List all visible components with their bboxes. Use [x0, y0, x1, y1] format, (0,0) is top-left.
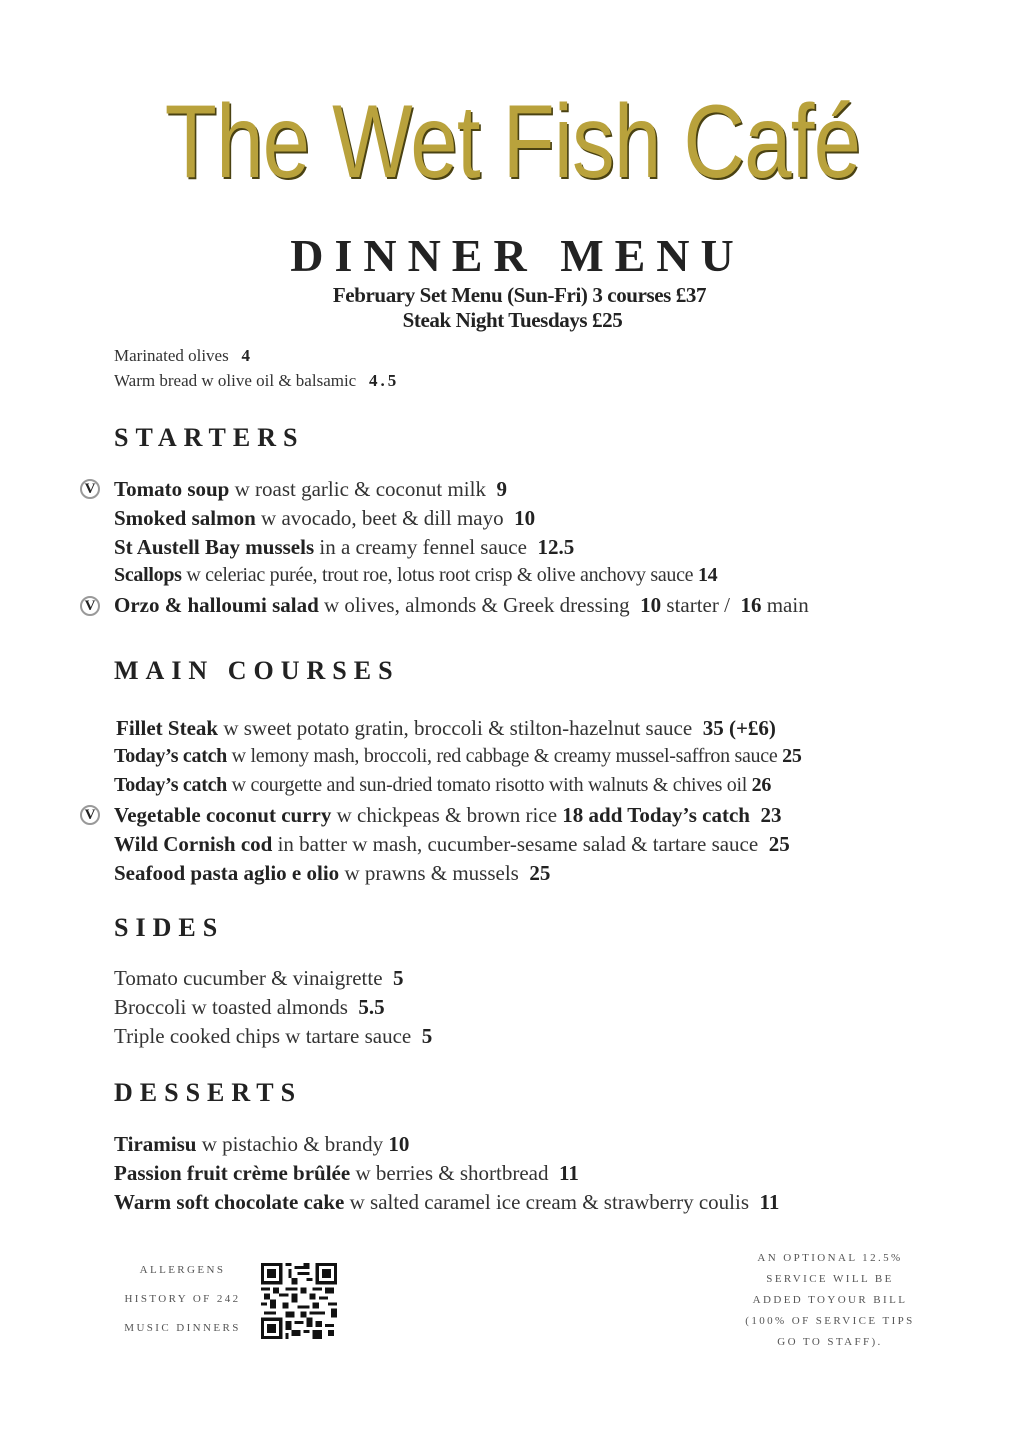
- item-name: Passion fruit crème brûlée: [114, 1161, 351, 1185]
- item-price: 26: [751, 774, 772, 796]
- item-name: Today’s catch: [114, 774, 227, 796]
- menu-item: [114, 1024, 432, 1049]
- music-dinners-link[interactable]: MUSIC DINNERS: [124, 1322, 241, 1334]
- item-name: Scallops: [114, 564, 182, 586]
- item-desc: w avocado, beet & dill mayo: [255, 506, 504, 530]
- item-desc: in batter w mash, cucumber-sesame salad & tartare sauce: [272, 832, 759, 856]
- item-name: Marinated olives: [114, 346, 229, 365]
- item-price: 14: [697, 564, 718, 586]
- section-heading-starters: STARTERS: [114, 423, 305, 452]
- menu-item: [114, 1161, 579, 1186]
- item-desc: w olives, almonds & Greek dressing: [318, 593, 630, 617]
- item-desc: w lemony mash, broccoli, red cabbage & creamy mussel-saffron sauce: [226, 745, 778, 767]
- item-desc: in a creamy fennel sauce: [314, 535, 527, 559]
- section-heading-sides: SIDES: [114, 913, 225, 942]
- menu-item: [114, 535, 574, 560]
- item-name: Fillet Steak: [116, 716, 219, 740]
- item-desc: w pistachio & brandy: [196, 1132, 384, 1156]
- item-name: St Austell Bay mussels: [114, 535, 315, 559]
- service-note-line: SERVICE WILL BE: [766, 1273, 894, 1285]
- menu-item: [114, 966, 404, 991]
- page-title: DINNER MENU: [290, 230, 745, 281]
- item-name: Today’s catch: [114, 745, 227, 767]
- item-name: Tomato cucumber & vinaigrette: [114, 966, 383, 990]
- item-price: 25: [782, 745, 802, 767]
- menu-item: [114, 803, 781, 828]
- allergens-link[interactable]: ALLERGENS: [139, 1264, 226, 1276]
- menu-item: [114, 564, 717, 587]
- item-price-with-catch: 23: [760, 803, 782, 827]
- menu-item: [114, 832, 790, 857]
- item-name: Warm bread w olive oil & balsamic: [114, 371, 357, 390]
- item-price-suffix: starter /: [661, 593, 736, 617]
- qr-code[interactable]: [261, 1263, 337, 1339]
- item-price: 11: [558, 1161, 579, 1185]
- item-name: Smoked salmon: [114, 506, 256, 530]
- item-price: 25: [768, 832, 790, 856]
- item-price: 10: [640, 593, 662, 617]
- item-name: Wild Cornish cod: [114, 832, 273, 856]
- item-name: Tomato soup: [114, 477, 230, 501]
- menu-item: [114, 1132, 409, 1157]
- item-desc: w salted caramel ice cream & strawberry coulis: [344, 1190, 750, 1214]
- item-price: 25: [529, 861, 551, 885]
- menu-item: [114, 593, 809, 618]
- steak-night-info: Steak Night Tuesdays £25: [402, 308, 623, 332]
- item-price: 11: [759, 1190, 780, 1214]
- menu-item: [114, 506, 535, 531]
- item-desc: w berries & shortbread: [350, 1161, 549, 1185]
- menu-item: [114, 745, 802, 768]
- history-link[interactable]: HISTORY OF 242: [124, 1293, 241, 1305]
- menu-item: [116, 716, 776, 741]
- menu-item: [114, 861, 550, 886]
- menu-item: [114, 774, 771, 797]
- set-menu-info: February Set Menu (Sun-Fri) 3 courses £37: [332, 283, 707, 307]
- item-price: 5: [393, 966, 404, 990]
- menu-item: [114, 1190, 779, 1215]
- item-desc: w prawns & mussels: [339, 861, 519, 885]
- item-name: Triple cooked chips w tartare sauce: [114, 1024, 412, 1048]
- item-name: Broccoli w toasted almonds: [114, 995, 348, 1019]
- item-name: Warm soft chocolate cake: [114, 1190, 345, 1214]
- list-item: [114, 346, 250, 366]
- item-price: 12.5: [537, 535, 575, 559]
- restaurant-logo: The Wet Fish Café: [164, 84, 861, 200]
- item-price: 5.5: [358, 995, 385, 1019]
- item-desc: w courgette and sun-dried tomato risotto with walnuts & chives oil: [226, 774, 747, 796]
- item-desc: w chickpeas & brown rice: [331, 803, 558, 827]
- item-price: 4.5: [368, 371, 400, 390]
- item-price: 18 add Today’s catch: [562, 803, 750, 827]
- service-note-line: (100% OF SERVICE TIPS: [745, 1315, 915, 1327]
- section-heading-desserts: DESSERTS: [114, 1078, 303, 1107]
- menu-item: [114, 995, 385, 1020]
- item-price: 4: [241, 346, 250, 365]
- vegetarian-icon: V: [80, 805, 100, 825]
- item-price: 5: [421, 1024, 433, 1048]
- item-desc: w celeriac purée, trout roe, lotus root crisp & olive anchovy sauce: [181, 564, 694, 586]
- item-name: Vegetable coconut curry: [114, 803, 332, 827]
- item-desc: w sweet potato gratin, broccoli & stilton-hazelnut sauce: [218, 716, 693, 740]
- item-price: 35 (+£6): [702, 716, 776, 740]
- item-price-main: 16: [740, 593, 762, 617]
- list-item: [114, 371, 399, 391]
- item-price: 10: [514, 506, 536, 530]
- item-name: Seafood pasta aglio e olio: [114, 861, 340, 885]
- item-name: Tiramisu: [114, 1132, 197, 1156]
- item-price-suffix: main: [761, 593, 809, 617]
- item-desc: w roast garlic & coconut milk: [229, 477, 486, 501]
- item-price: 9: [496, 477, 507, 501]
- item-name: Orzo & halloumi salad: [114, 593, 319, 617]
- item-price: 10: [388, 1132, 410, 1156]
- service-note-line: GO TO STAFF).: [777, 1336, 883, 1348]
- section-heading-mains: MAIN COURSES: [114, 656, 400, 685]
- service-note-line: AN OPTIONAL 12.5%: [757, 1252, 903, 1264]
- menu-item: [114, 477, 507, 502]
- vegetarian-icon: V: [80, 479, 100, 499]
- vegetarian-icon: V: [80, 596, 100, 616]
- service-note-line: ADDED TOYOUR BILL: [752, 1294, 908, 1306]
